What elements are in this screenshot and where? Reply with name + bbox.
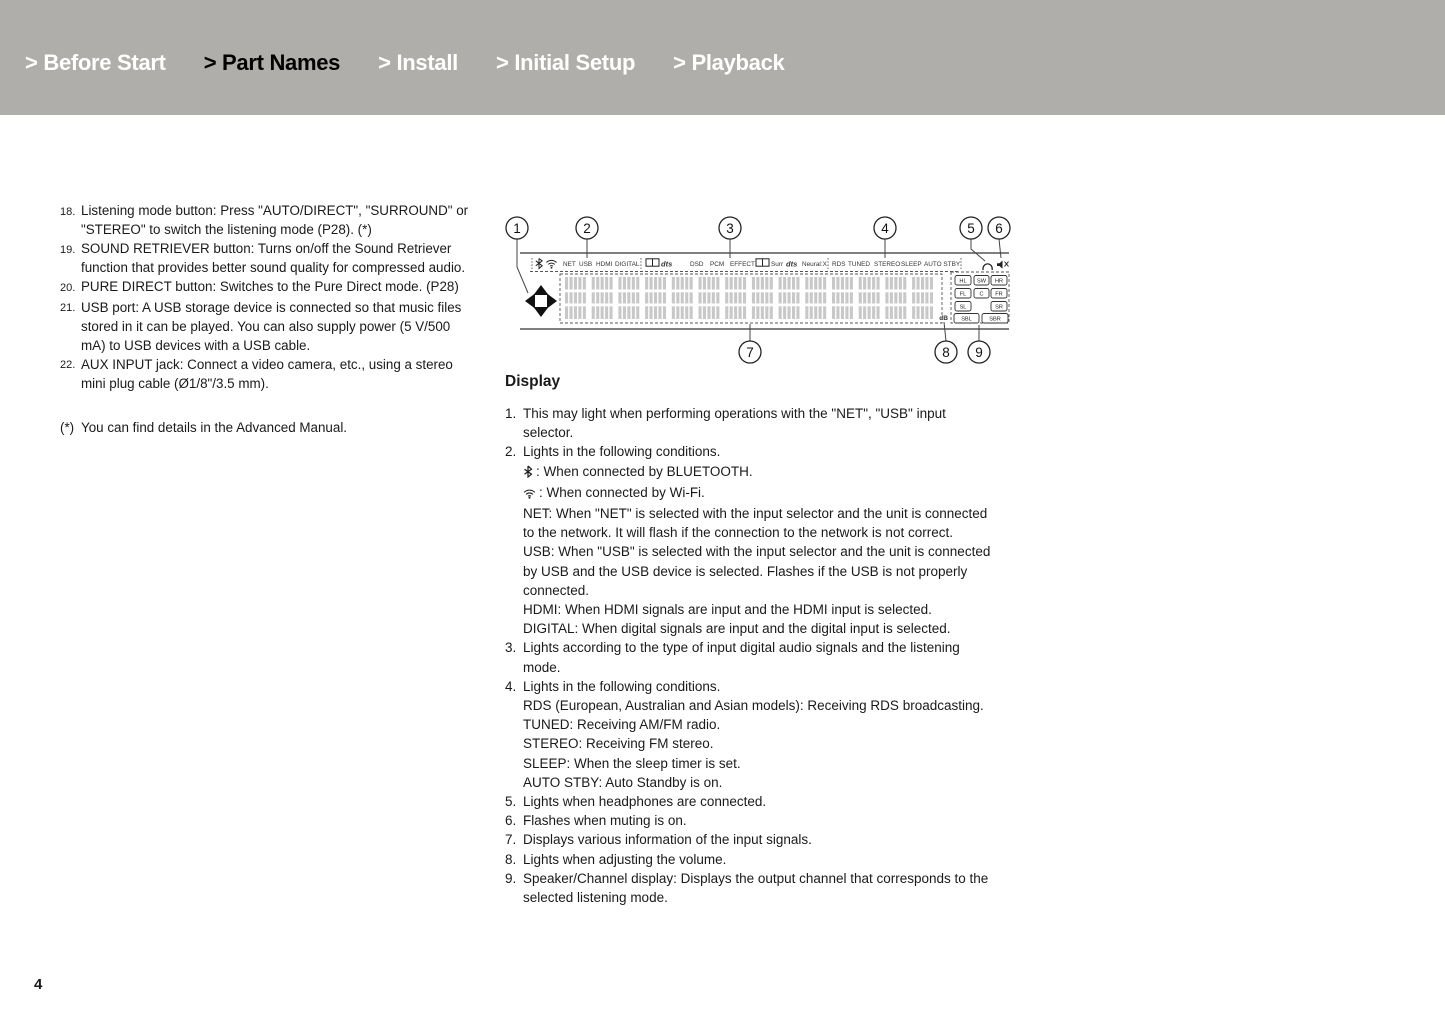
item-number: 22. <box>60 359 76 371</box>
note-line <box>523 504 995 542</box>
svg-text:5: 5 <box>967 220 975 236</box>
display-note-2 <box>505 442 1017 638</box>
list-item-20 <box>60 277 472 298</box>
dot-matrix-frame <box>560 274 942 323</box>
db-label: dB <box>939 315 948 322</box>
svg-text:HL: HL <box>959 278 967 285</box>
item-lines <box>523 811 995 830</box>
callout-7 <box>739 341 761 363</box>
svg-text:2: 2 <box>583 220 591 236</box>
channel-box-FL <box>955 289 971 299</box>
note-text: USB: When "USB" is selected with the input selector and the unit is connected by USB and the USB device is selected. Flashes if the USB is not properly connected. <box>523 544 991 598</box>
note-text: NET: When "NET" is selected with the input selector and the unit is connected to the network. It will flash if the connection to the network is not correct. <box>523 506 988 541</box>
note-text: HDMI: When HDMI signals are input and the HDMI input is selected. <box>523 602 932 618</box>
note-text: Lights in the following conditions. <box>523 444 721 460</box>
display-diagram-svg <box>495 205 1023 370</box>
svg-text:SR: SR <box>995 304 1003 311</box>
note-line <box>523 792 995 811</box>
note-text: Flashes when muting is on. <box>523 813 687 829</box>
indicator-usb: USB <box>579 261 593 268</box>
note-line <box>523 442 995 461</box>
part-names-list <box>60 201 472 437</box>
dolby-digital-logo-2 <box>756 259 769 266</box>
svg-text:FR: FR <box>995 291 1003 298</box>
item-text: Listening mode button: Press "AUTO/DIRECT", "SURROUND" or "STEREO" to switch the listening mode (P28). (*) <box>81 203 469 237</box>
item-text: PURE DIRECT button: Switches to the Pure Direct mode. (P28) <box>81 279 459 294</box>
note-line <box>523 830 995 849</box>
item-number: 20. <box>60 281 76 294</box>
note-text: RDS (European, Australian and Asian models): Receiving RDS broadcasting. <box>523 698 984 714</box>
footnote <box>60 418 472 437</box>
indicator-effect: EFFECT <box>730 261 755 268</box>
item-number: 9. <box>505 870 517 886</box>
note-text: : When connected by BLUETOOTH. <box>536 463 753 479</box>
nav-item-before-start[interactable]: > Before Start <box>25 50 166 75</box>
indicator-net: NET <box>563 261 576 268</box>
cursor-dpad-icon <box>525 285 557 317</box>
note-text: SLEEP: When the sleep timer is set. <box>523 755 741 771</box>
note-line <box>523 619 995 638</box>
display-note-5 <box>505 792 1017 811</box>
item-lines <box>523 638 995 676</box>
dot-matrix <box>563 277 939 319</box>
callout-5 <box>960 217 982 239</box>
footnote-text: You can find details in the Advanced Manual. <box>81 419 348 435</box>
item-number: 6. <box>505 813 517 829</box>
note-line <box>523 677 995 696</box>
svg-text:FL: FL <box>959 291 967 298</box>
list-item-21 <box>60 298 472 355</box>
item-number: 18. <box>60 205 76 218</box>
wifi-icon <box>547 260 557 268</box>
callout-8 <box>935 341 957 363</box>
note-line <box>523 754 995 773</box>
item-lines <box>523 869 995 907</box>
item-lines <box>523 404 995 442</box>
item-lines <box>523 792 995 811</box>
bluetooth-icon <box>523 464 533 483</box>
page-number: 4 <box>34 976 43 993</box>
svg-text:6: 6 <box>995 220 1003 236</box>
indicator-surr: Surr <box>771 261 784 268</box>
note-line <box>523 638 995 676</box>
display-note-7 <box>505 830 1017 849</box>
front-display-diagram <box>495 205 1023 370</box>
indicator-hdmi: HDMI <box>596 261 613 268</box>
note-line <box>523 869 995 907</box>
mute-icon <box>997 261 1009 269</box>
indicator-neural-x: Neural:X <box>802 261 827 268</box>
note-line <box>523 773 995 792</box>
display-note-4 <box>505 677 1017 792</box>
note-text: Speaker/Channel display: Displays the output channel that corresponds to the selected listening mode. <box>523 870 989 906</box>
note-line <box>523 734 995 753</box>
svg-text:SL: SL <box>959 304 967 311</box>
channel-box-SW <box>974 276 989 286</box>
svg-text:C: C <box>979 291 984 298</box>
item-number: 1. <box>505 406 517 421</box>
list-item-22 <box>60 355 472 393</box>
svg-text:SW: SW <box>976 278 987 285</box>
note-line <box>523 542 995 600</box>
note-line <box>523 715 995 734</box>
note-line <box>523 811 995 830</box>
nav-item-initial-setup[interactable]: > Initial Setup <box>495 50 636 75</box>
item-text: USB port: A USB storage device is connected so that music files stored in it can be played. You can also supply power (5 V/500 mA) to USB devices with a USB cable. <box>81 299 462 353</box>
nav-item-part-names[interactable]: > Part Names <box>203 50 341 75</box>
display-note-8 <box>505 850 1017 869</box>
item-number: 5. <box>505 794 517 810</box>
display-heading: Display <box>505 373 561 390</box>
callout-4 <box>874 217 896 239</box>
note-line <box>523 600 995 619</box>
note-text: This may light when performing operations with the "NET", "USB" input selector. <box>523 406 946 441</box>
channel-box-SBL <box>954 314 979 324</box>
callout-3 <box>719 217 741 239</box>
item-lines <box>523 442 995 638</box>
dts-logo: dts <box>661 259 673 269</box>
svg-text:8: 8 <box>942 344 950 360</box>
note-line <box>523 483 995 504</box>
indicator-sleep: SLEEP <box>901 261 922 268</box>
indicator-digital: DIGITAL <box>615 261 640 268</box>
item-number: 7. <box>505 832 517 848</box>
note-line <box>523 696 995 715</box>
channel-box-SR <box>991 302 1007 312</box>
channel-box-FR <box>991 289 1007 299</box>
indicator-auto-stby: AUTO STBY <box>924 261 961 268</box>
svg-text:3: 3 <box>726 220 734 236</box>
nav-bar <box>0 0 1445 115</box>
nav-item-playback[interactable]: > Playback <box>673 50 785 75</box>
list-item-18 <box>60 201 472 239</box>
svg-text:1: 1 <box>513 220 521 236</box>
svg-text:HR: HR <box>994 278 1004 285</box>
note-text: STEREO: Receiving FM stereo. <box>523 736 714 752</box>
display-note-1 <box>505 404 1017 442</box>
dolby-digital-logo <box>646 259 659 266</box>
item-lines <box>523 677 995 792</box>
headphone-icon <box>983 264 992 270</box>
note-text: AUTO STBY: Auto Standby is on. <box>523 774 723 790</box>
channel-grid <box>954 276 1008 324</box>
indicator-stereo: STEREO <box>874 261 901 268</box>
item-lines <box>523 830 995 849</box>
note-line <box>523 462 995 483</box>
item-lines <box>523 850 995 869</box>
item-text: AUX INPUT jack: Connect a video camera, etc., using a stereo mini plug cable (Ø1/8"/3.5 mm). <box>81 356 453 391</box>
display-note-6 <box>505 811 1017 830</box>
note-text: Lights according to the type of input digital audio signals and the listening mode. <box>523 640 960 675</box>
list-item-19 <box>60 239 472 277</box>
note-text: Lights when adjusting the volume. <box>523 851 727 867</box>
item-number: 2. <box>505 444 517 460</box>
note-text: Displays various information of the input signals. <box>523 832 812 848</box>
indicator-rds: RDS <box>832 261 846 268</box>
svg-text:9: 9 <box>975 344 983 360</box>
channel-box-C <box>974 289 989 299</box>
note-line <box>523 850 995 869</box>
display-note-3 <box>505 638 1017 676</box>
numbered-list <box>60 201 472 393</box>
indicator-tuned: TUNED <box>848 261 871 268</box>
indicator-pcm: PCM <box>710 261 725 268</box>
callout-6 <box>988 217 1010 239</box>
channel-box-HL <box>955 276 971 286</box>
wifi-icon <box>523 485 536 504</box>
note-text: DIGITAL: When digital signals are input and the digital input is selected. <box>523 621 951 637</box>
note-text: TUNED: Receiving AM/FM radio. <box>523 717 721 733</box>
item-number: 21. <box>60 302 76 314</box>
indicator-dsd: DSD <box>690 261 704 268</box>
note-text: Lights in the following conditions. <box>523 678 721 694</box>
footnote-marker: (*) <box>60 419 75 435</box>
display-note-9 <box>505 869 1017 907</box>
svg-text:4: 4 <box>881 220 889 236</box>
svg-text:7: 7 <box>746 344 754 360</box>
svg-text:SBR: SBR <box>989 316 1001 323</box>
nav-item-install[interactable]: > Install <box>378 50 458 75</box>
channel-box-SL <box>955 302 971 312</box>
display-notes-list <box>505 404 1017 907</box>
channel-box-HR <box>991 276 1007 286</box>
channel-box-SBR <box>982 314 1008 324</box>
item-number: 8. <box>505 851 517 867</box>
svg-text:SBL: SBL <box>961 316 972 323</box>
callout-2 <box>576 217 598 239</box>
item-text: SOUND RETRIEVER button: Turns on/off the Sound Retriever function that provides better sound quality for compressed audio. <box>81 241 466 275</box>
item-number: 4. <box>505 678 517 694</box>
item-number: 3. <box>505 640 517 656</box>
note-text: : When connected by Wi-Fi. <box>539 484 705 500</box>
nav-items <box>25 50 784 76</box>
dts-logo-2: dts <box>786 259 798 269</box>
note-line <box>523 404 995 442</box>
bluetooth-icon <box>536 259 542 269</box>
callout-9 <box>968 341 990 363</box>
callout-1 <box>506 217 528 239</box>
item-number: 19. <box>60 243 76 256</box>
note-text: Lights when headphones are connected. <box>523 794 767 810</box>
